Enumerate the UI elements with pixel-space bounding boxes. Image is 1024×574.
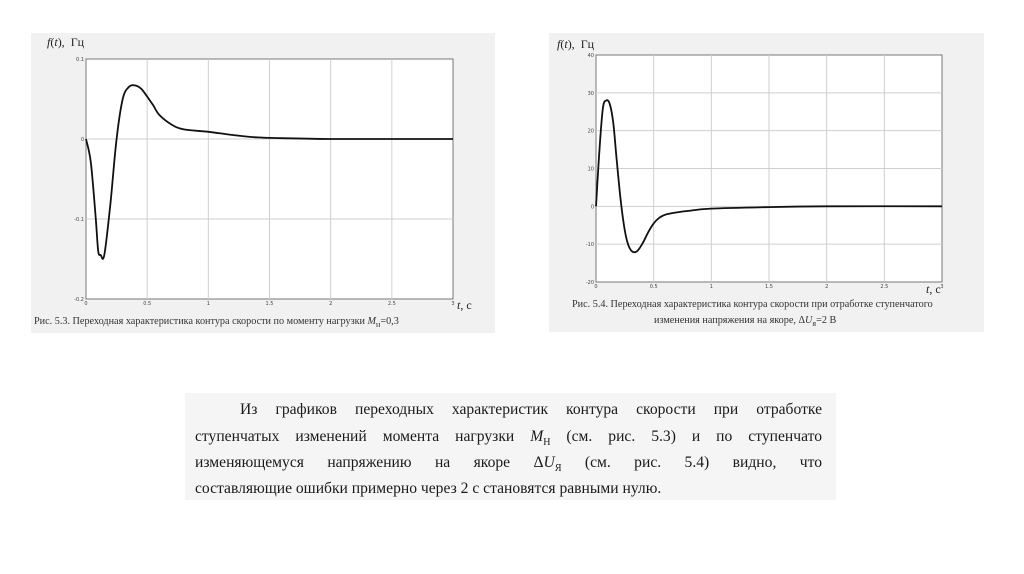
y-tick-label: -10	[585, 242, 594, 249]
x-axis-label: t, с	[457, 298, 472, 312]
x-tick-label: 1	[709, 284, 713, 290]
y-tick-label: 40	[587, 53, 594, 59]
figure-5-3-panel	[31, 33, 495, 333]
x-tick-label: 1.5	[265, 301, 274, 307]
y-tick-label: -0.2	[74, 297, 84, 303]
x-tick-label: 3	[940, 284, 944, 290]
chart-fig-5-4	[549, 33, 984, 332]
y-tick-label: 0	[80, 137, 84, 143]
x-axis-label: t, с	[926, 282, 941, 296]
x-tick-label: 1	[206, 301, 210, 307]
x-tick-label: 0.5	[649, 284, 658, 290]
paragraph-line-2: ступенчатых изменений момента нагрузки $M_Н$ (см. рис. 5.3) и по ступенчато	[195, 428, 823, 449]
paragraph-line-4: составляющие ошибки примерно через 2 с становятся равными нулю.	[195, 480, 662, 497]
y-tick-label: 0	[590, 204, 594, 211]
x-tick-label: 0	[594, 284, 598, 290]
figure-caption: Рис. 5.3. Переходная характеристика контура скорости по моменту нагрузки $M_н=0,3$	[34, 316, 399, 330]
x-tick-label: 0	[84, 301, 88, 307]
figure-caption-line-2: изменения напряжения на якоре, $\Delta U_я=2$ В	[654, 315, 837, 329]
y-tick-label: 20	[587, 128, 594, 135]
paragraph-block	[185, 393, 836, 500]
chart-fig-5-3	[31, 33, 495, 333]
paragraph-line-3: изменяющемуся напряжению на якоре $\Delta U_Я$ (см. рис. 5.4) видно, что	[195, 454, 822, 475]
x-tick-label: 2	[329, 301, 333, 307]
x-tick-label: 2	[825, 284, 829, 290]
y-tick-label: 0.1	[76, 57, 84, 63]
figure-5-4-panel	[549, 33, 984, 332]
paragraph-line-1: Из графиков переходных характеристик контура скорости при отработке	[240, 401, 822, 418]
y-axis-label: f(t), Гц	[47, 35, 85, 49]
y-tick-label: -20	[585, 280, 594, 286]
x-tick-label: 1.5	[765, 284, 773, 290]
y-tick-label: 10	[587, 166, 594, 173]
x-tick-label: 3	[451, 301, 455, 307]
y-axis-label: f(t), Гц	[557, 37, 595, 51]
y-tick-label: -0.1	[74, 217, 84, 223]
x-tick-label: 2.5	[387, 301, 396, 307]
x-tick-label: 2.5	[880, 284, 889, 290]
y-tick-label: 30	[587, 90, 594, 97]
figure-caption-line-1: Рис. 5.4. Переходная характеристика контура скорости при отработке ступенчатого	[572, 299, 933, 310]
x-tick-label: 0.5	[143, 301, 152, 307]
